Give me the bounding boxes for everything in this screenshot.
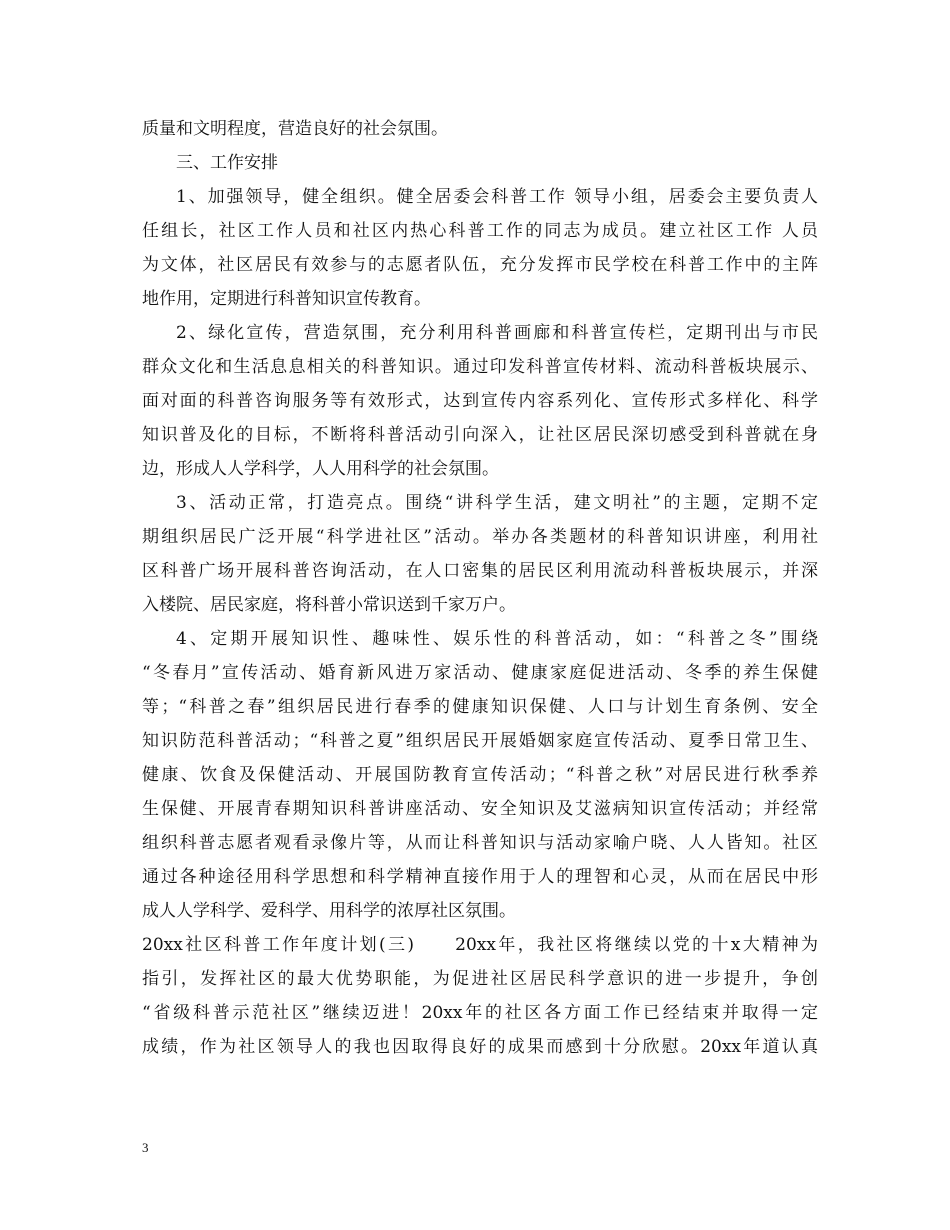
text-line: 面对面的科普咨询服务等有效形式，达到宣传内容系列化、宣传形式多样化、科学: [142, 391, 818, 411]
page-number: 3: [142, 1140, 149, 1155]
text-line: 成绩，作为社区领导人的我也因取得良好的成果而感到十分欣慰。20xx年道认真: [142, 1037, 818, 1057]
text-line: “冬春月”宣传活动、婚育新风进万家活动、健康家庭促进活动、冬季的养生保健: [142, 663, 818, 683]
text-line: 成人人学科学、爱科学、用科学的浓厚社区氛围。: [142, 901, 516, 921]
text-line: 健康、饮食及保健活动、开展国防教育宣传活动；“科普之秋”对居民进行秋季养: [142, 765, 818, 785]
text-line: 群众文化和生活息息相关的科普知识。通过印发科普宣传材料、流动科普板块展示、: [142, 357, 818, 377]
section-heading: 三、工作安排: [176, 153, 278, 173]
text-line: 地作用，定期进行科普知识宣传教育。: [142, 289, 431, 309]
document-body: [142, 112, 818, 1064]
text-line: 4、定期开展知识性、趣味性、娱乐性的科普活动，如：“科普之冬”围绕: [176, 629, 818, 649]
text-line: 等；“科普之春”组织居民进行春季的健康知识保健、人口与计划生育条例、安全: [142, 697, 818, 717]
text-line: 边，形成人人学科学，人人用科学的社会氛围。: [142, 459, 499, 479]
text-line: 区科普广场开展科普咨询活动，在人口密集的居民区利用流动科普板块展示，并深: [142, 561, 818, 581]
text-line: 组织科普志愿者观看录像片等，从而让科普知识与活动家喻户晓、人人皆知。社区: [142, 833, 818, 853]
text-line: “省级科普示范社区”继续迈进！20xx年的社区各方面工作已经结束并取得一定: [142, 1003, 818, 1023]
text-line: 指引，发挥社区的最大优势职能，为促进社区居民科学意识的进一步提升，争创: [142, 969, 818, 989]
text-line: 1、加强领导，健全组织。健全居委会科普工作 领导小组，居委会主要负责人: [176, 187, 818, 207]
text-line: 2、绿化宣传，营造氛围，充分利用科普画廊和科普宣传栏，定期刊出与市民: [176, 323, 818, 343]
text-line: 知识防范科普活动；“科普之夏”组织居民开展婚姻家庭宣传活动、夏季日常卫生、: [142, 731, 818, 751]
text-line: 质量和文明程度，营造良好的社会氛围。: [142, 119, 448, 139]
text-line: 生保健、开展青春期知识科普讲座活动、安全知识及艾滋病知识宣传活动；并经常: [142, 799, 818, 819]
text-line: 为文体，社区居民有效参与的志愿者队伍，充分发挥市民学校在科普工作中的主阵: [142, 255, 818, 275]
text-line: 3、活动正常，打造亮点。围绕“讲科学生活，建文明社”的主题，定期不定: [176, 493, 818, 513]
text-line: 通过各种途径用科学思想和科学精神直接作用于人的理智和心灵，从而在居民中形: [142, 867, 818, 887]
text-line: 任组长，社区工作人员和社区内热心科普工作的同志为成员。建立社区工作 人员: [142, 221, 818, 241]
text-line: 入楼院、居民家庭，将科普小常识送到千家万户。: [142, 595, 516, 615]
text-line: 20xx社区科普工作年度计划(三) 20xx年，我社区将继续以党的十x大精神为: [142, 935, 818, 955]
text-line: 期组织居民广泛开展“科学进社区”活动。举办各类题材的科普知识讲座，利用社: [142, 527, 818, 547]
text-line: 知识普及化的目标，不断将科普活动引向深入，让社区居民深切感受到科普就在身: [142, 425, 818, 445]
